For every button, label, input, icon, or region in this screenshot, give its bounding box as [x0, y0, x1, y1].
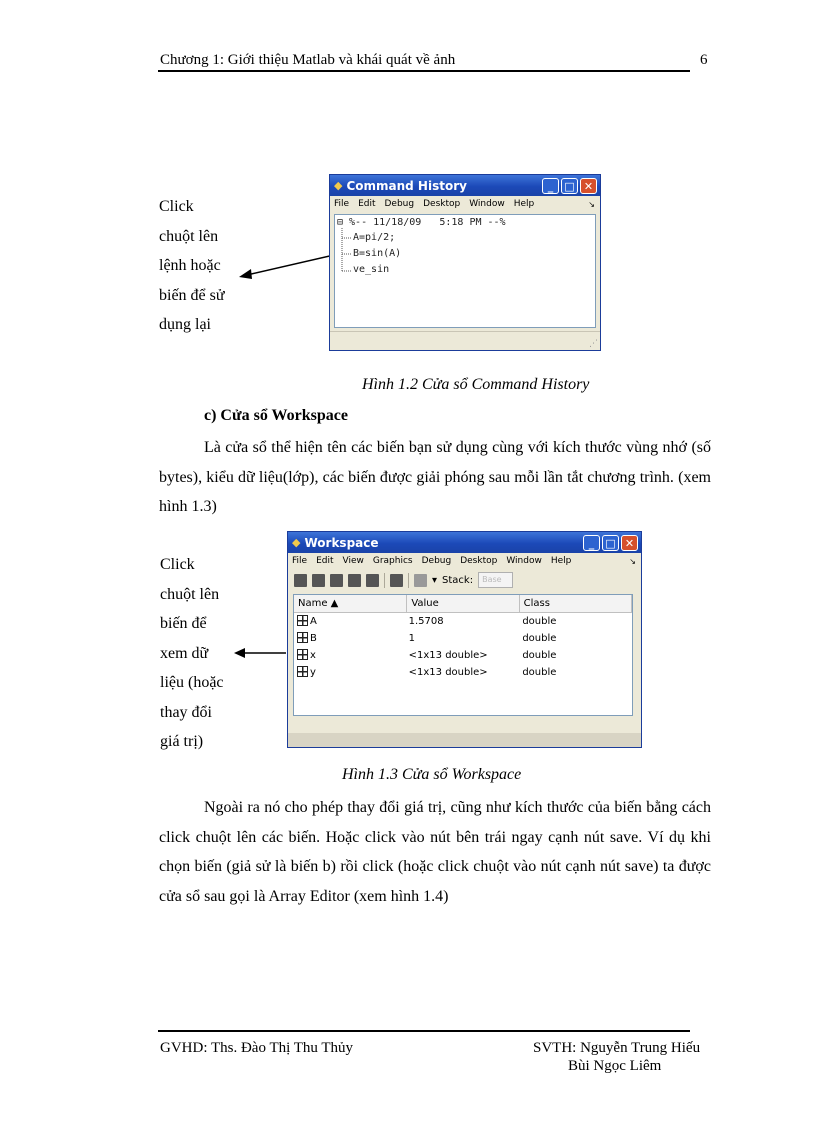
matlab-icon: ◆: [334, 179, 343, 192]
variable-name: y: [310, 667, 316, 678]
history-command[interactable]: ve_sin: [353, 264, 390, 275]
column-header-name[interactable]: Name ▲: [294, 595, 407, 612]
history-titlebar[interactable]: [330, 175, 600, 196]
menu-edit[interactable]: Edit: [358, 199, 376, 209]
workspace-bottom-bar: [288, 733, 641, 747]
variable-value: 1: [408, 633, 416, 644]
note-line: liệu (hoặc: [160, 674, 224, 691]
paragraph-workspace: [159, 433, 711, 522]
history-side-note: [159, 192, 225, 340]
footer-advisor: GVHD: Ths. Đào Thị Thu Thủy: [160, 1040, 354, 1056]
workspace-menubar: [288, 553, 641, 569]
menu-window[interactable]: Window: [469, 199, 505, 209]
maximize-button[interactable]: □: [561, 178, 578, 194]
history-command[interactable]: A=pi/2;: [353, 232, 396, 243]
note-line: chuột lên: [159, 227, 219, 245]
matrix-icon: [297, 649, 308, 660]
header-rule: [158, 70, 690, 72]
variable-class: double: [522, 650, 557, 661]
plot-dropdown-icon[interactable]: ▾: [432, 574, 438, 586]
stack-label: Stack:: [442, 574, 474, 586]
matrix-icon: [297, 632, 308, 643]
history-window-title: Command History: [346, 178, 467, 193]
stack-select[interactable]: Base: [478, 572, 513, 588]
print-icon[interactable]: [366, 574, 379, 587]
maximize-button[interactable]: □: [602, 535, 619, 551]
variable-class: double: [522, 616, 557, 627]
matrix-icon: [297, 666, 308, 677]
history-command[interactable]: B=sin(A): [353, 248, 402, 259]
paragraph-text: Ngoài ra nó cho phép thay đổi giá trị, cũng như kích thước của biến bằng cách click chuột lên các biến. Hoặc click vào nút bên trái ngay cạnh nút save. Ví dụ khi chọn biến (giả sử là biến b) rồi click (hoặc click chuột vào nút cạnh nút save) ta được cửa sổ sau gọi là Array Editor (xem hình 1.4): [159, 799, 711, 905]
minimize-button[interactable]: _: [583, 535, 600, 551]
footer-student-2: Bùi Ngọc Liêm: [568, 1058, 662, 1074]
variable-value: 1.5708: [408, 616, 444, 627]
note-line: Click: [160, 556, 195, 573]
menu-view[interactable]: View: [342, 556, 364, 566]
note-line: thay đổi: [160, 703, 212, 721]
minimize-button[interactable]: _: [542, 178, 559, 194]
column-header-class[interactable]: Class: [520, 595, 632, 612]
paragraph-array-editor: [159, 793, 711, 911]
variable-name: B: [310, 633, 317, 644]
workspace-titlebar[interactable]: [288, 532, 641, 553]
menu-edit[interactable]: Edit: [316, 556, 334, 566]
plot-selection-icon[interactable]: [414, 574, 427, 587]
workspace-variable-table: [293, 594, 633, 716]
footer-rule: [158, 1030, 690, 1032]
close-button[interactable]: ✕: [580, 178, 597, 194]
new-variable-icon[interactable]: [294, 574, 307, 587]
column-header-value[interactable]: Value: [407, 595, 519, 612]
menu-desktop[interactable]: Desktop: [423, 199, 461, 209]
resize-grip-icon[interactable]: ⋰: [589, 339, 598, 349]
figure-caption-1-2: Hình 1.2 Cửa sổ Command History: [362, 376, 590, 393]
table-header: [294, 595, 632, 613]
save-icon[interactable]: [348, 574, 361, 587]
matrix-icon: [297, 615, 308, 626]
undock-arrow-icon[interactable]: ↘: [588, 199, 595, 209]
menu-file[interactable]: File: [292, 556, 308, 566]
figure-caption-1-3: Hình 1.3 Cửa sổ Workspace: [342, 766, 522, 783]
table-row[interactable]: [294, 647, 632, 664]
history-list: [334, 214, 596, 328]
open-selection-icon[interactable]: [312, 574, 325, 587]
toolbar-divider: [408, 573, 409, 588]
table-row[interactable]: [294, 613, 632, 630]
undock-arrow-icon[interactable]: ↘: [629, 556, 636, 566]
note-line: biến để sử: [159, 286, 225, 304]
menu-file[interactable]: File: [334, 199, 350, 209]
menu-window[interactable]: Window: [506, 556, 542, 566]
variable-value: <1x13 double>: [408, 667, 488, 678]
menu-desktop[interactable]: Desktop: [460, 556, 498, 566]
note-line: lệnh hoặc: [159, 257, 221, 274]
note-line: Click: [159, 198, 194, 215]
paragraph-text: Là cửa sổ thể hiện tên các biến bạn sử dụng cùng với kích thước vùng nhớ (số bytes), kiểu dữ liệu(lớp), các biến được giải phóng sau mỗi lần tắt chương trình. (xem hình 1.3): [159, 439, 711, 515]
table-row[interactable]: [294, 630, 632, 647]
import-data-icon[interactable]: [330, 574, 343, 587]
workspace-toolbar: [288, 569, 641, 591]
header-chapter-title: Chương 1: Giới thiệu Matlab và khái quát về ảnh: [160, 52, 456, 68]
note-line: giá trị): [160, 733, 204, 750]
footer-student-1: SVTH: Nguyễn Trung Hiếu: [533, 1040, 701, 1056]
page-number: 6: [700, 52, 708, 68]
menu-help[interactable]: Help: [513, 199, 535, 209]
menu-graphics[interactable]: Graphics: [372, 556, 413, 566]
history-session-line[interactable]: ⊟ %-- 11/18/09 5:18 PM --%: [337, 217, 506, 228]
section-heading: c) Cửa sổ Workspace: [204, 407, 348, 424]
workspace-arrow: [232, 645, 288, 661]
workspace-window-title: Workspace: [304, 535, 379, 550]
variable-class: double: [522, 667, 557, 678]
variable-name: A: [310, 616, 317, 627]
history-menubar: [330, 196, 600, 212]
variable-class: double: [522, 633, 557, 644]
history-statusbar: [330, 331, 600, 350]
variable-value: <1x13 double>: [408, 650, 488, 661]
delete-icon[interactable]: [390, 574, 403, 587]
note-line: dụng lại: [159, 316, 211, 333]
menu-debug[interactable]: Debug: [421, 556, 452, 566]
command-history-window: [329, 174, 601, 351]
variable-name: x: [310, 650, 316, 661]
workspace-window: [287, 531, 642, 748]
close-button[interactable]: ✕: [621, 535, 638, 551]
menu-debug[interactable]: Debug: [384, 199, 415, 209]
note-line: biến để: [160, 615, 207, 632]
menu-help[interactable]: Help: [550, 556, 572, 566]
note-line: chuột lên: [160, 585, 220, 603]
matlab-icon: ◆: [292, 536, 301, 549]
table-row[interactable]: [294, 664, 632, 681]
note-line: xem dữ: [160, 644, 209, 662]
workspace-side-note: [160, 550, 224, 757]
toolbar-divider: [384, 573, 385, 588]
